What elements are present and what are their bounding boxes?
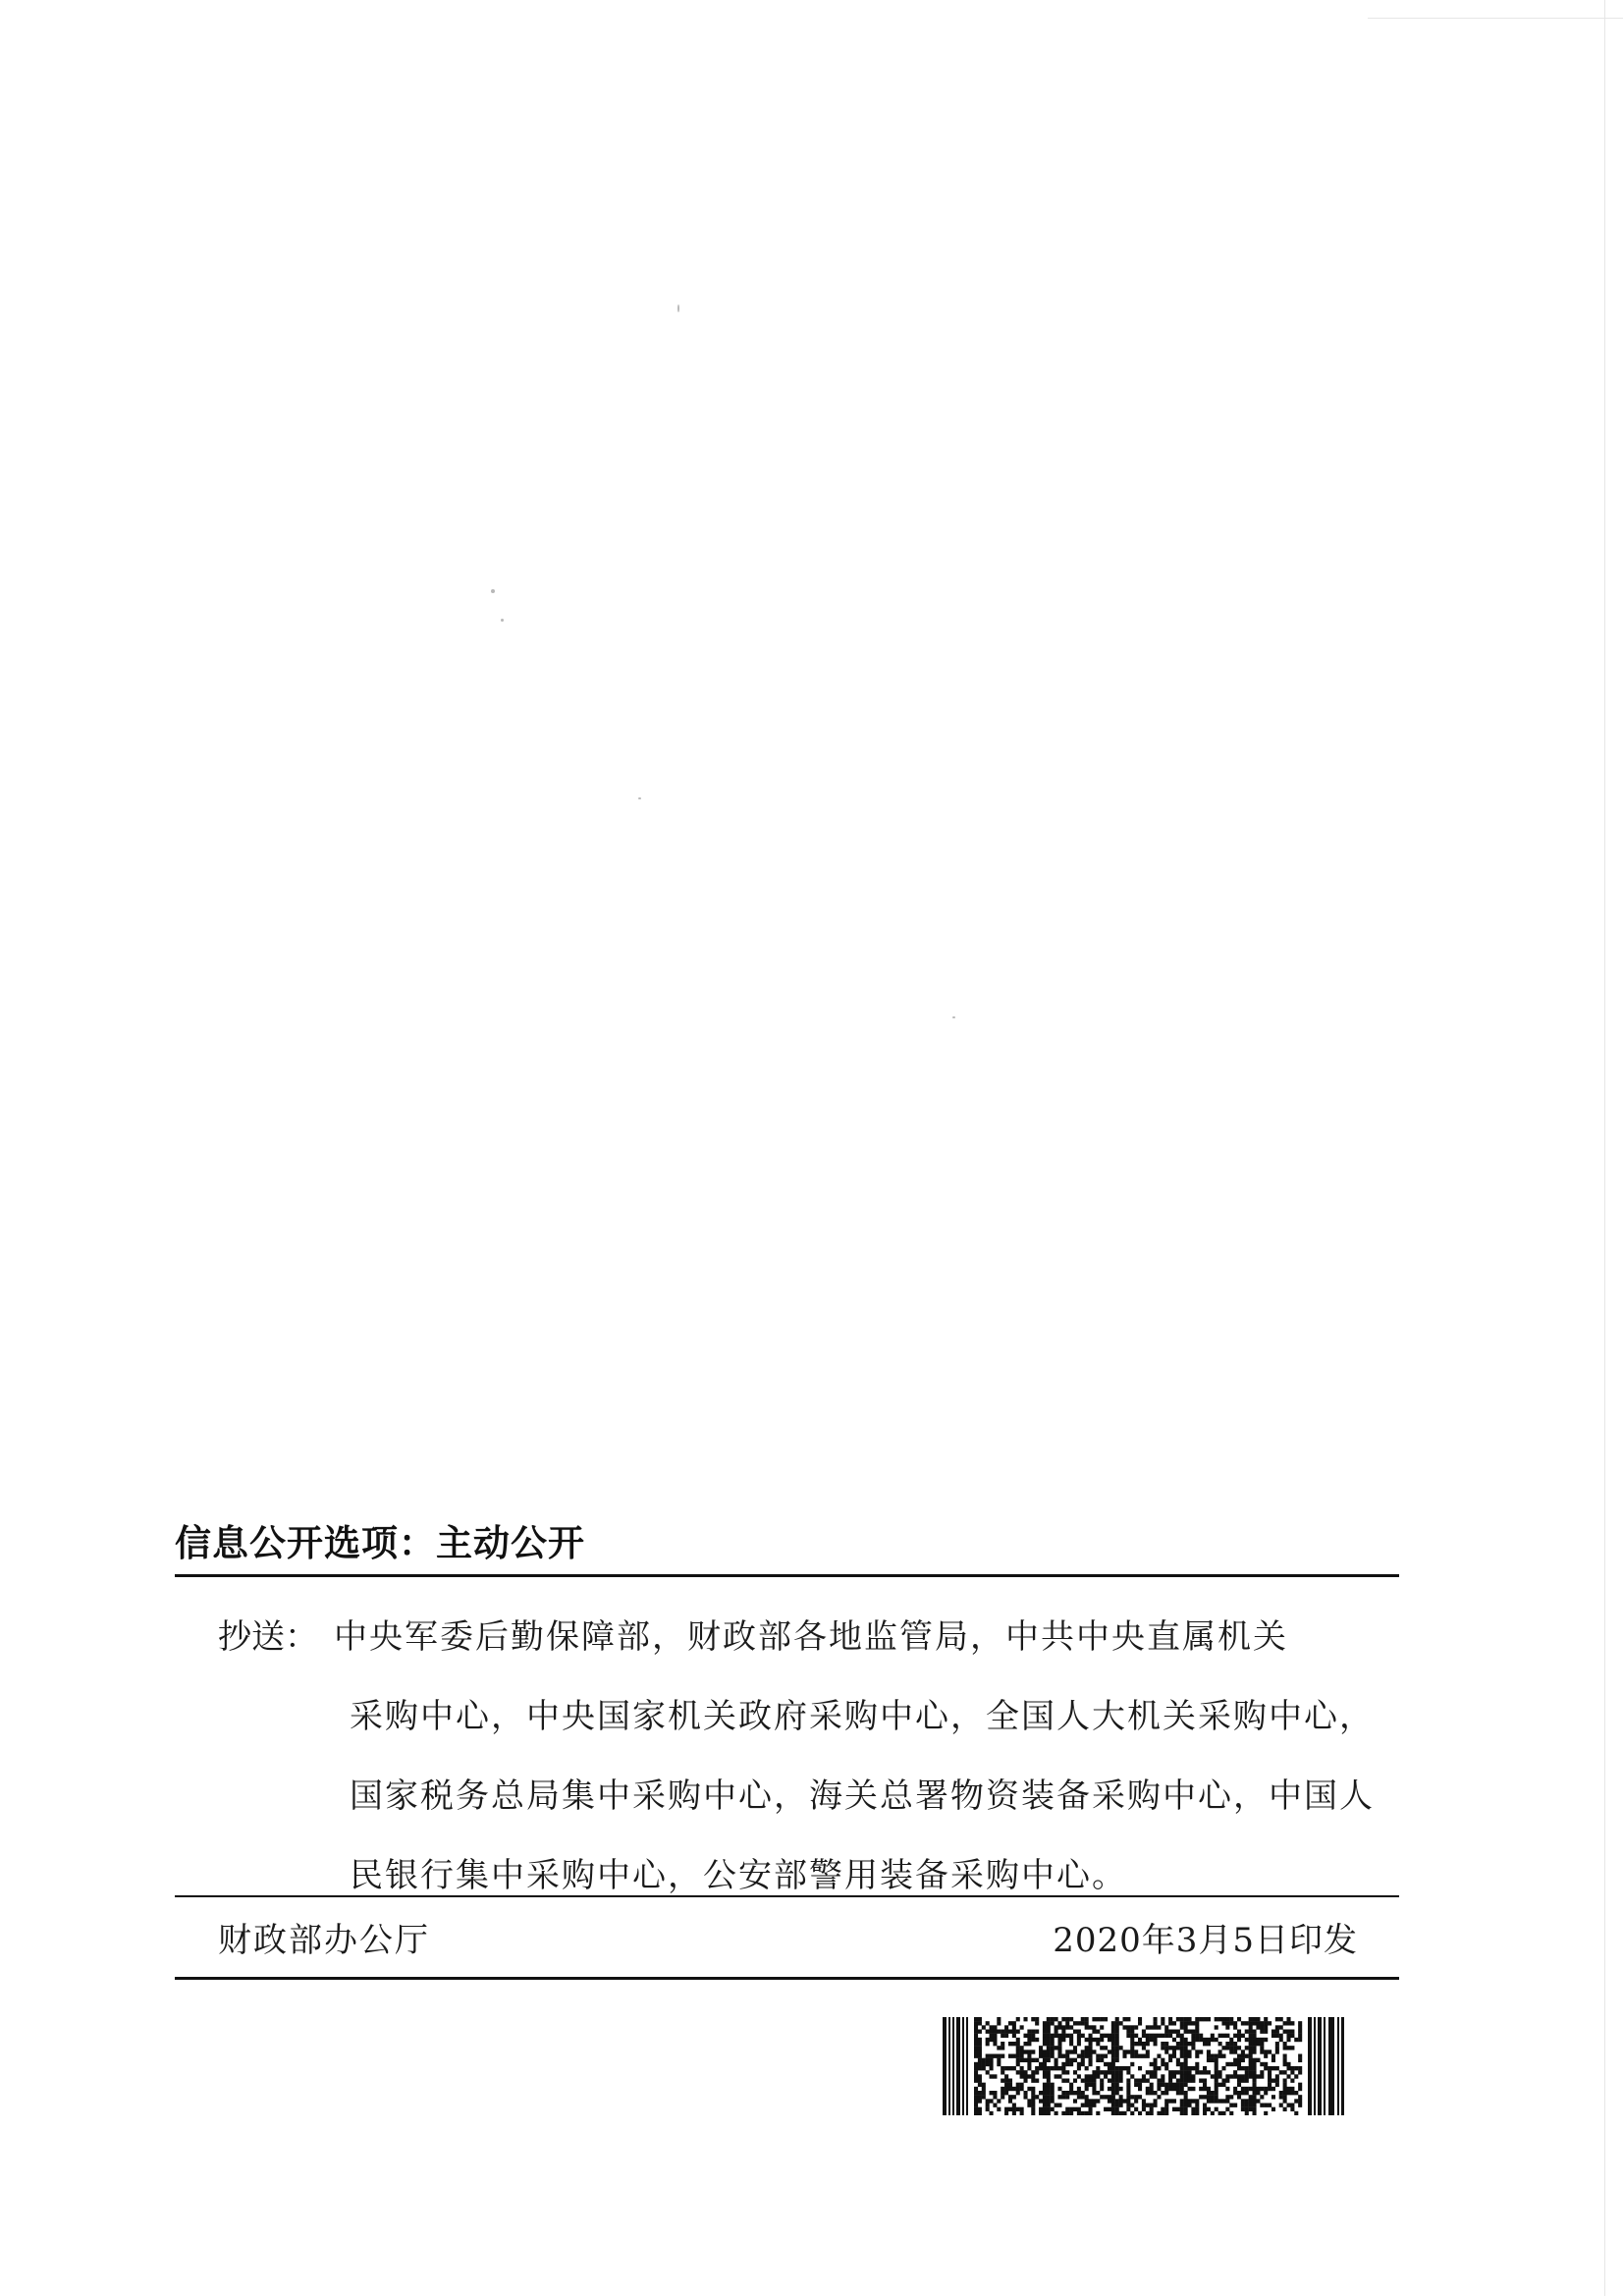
scan-edge-line-top (1368, 18, 1623, 19)
scan-edge-line (1604, 0, 1605, 2296)
footer-bottom-rule (175, 1977, 1399, 1980)
disclosure-option: 信息公开选项：主动公开 (175, 1522, 585, 1564)
cc-label: 抄送： (218, 1617, 318, 1657)
scan-speck (952, 1016, 955, 1018)
barcode-start-pattern (943, 2017, 968, 2115)
barcode-data-area (974, 2017, 1302, 2115)
scan-speck (491, 589, 495, 593)
barcode-stop-pattern (1308, 2017, 1344, 2115)
scan-speck (638, 797, 641, 799)
scan-speck (677, 304, 679, 312)
cc-recipients-rest: 采购中心，中央国家机关政府采购中心，全国人大机关采购中心，国家税务总局集中采购中心，海关总署物资装备采购中心，中国人民银行集中采购中心，公安部警用装备采购中心。 (350, 1697, 1375, 1895)
scan-speck (501, 619, 504, 622)
document-barcode (943, 2017, 1345, 2115)
footer-top-rule (175, 1895, 1399, 1897)
issuing-office: 财政部办公厅 (218, 1921, 430, 1960)
cc-block (218, 1598, 1381, 1916)
issue-date: 2020年3月5日印发 (1053, 1921, 1358, 1960)
cc-recipients-first-line: 中央军委后勤保障部，财政部各地监管局，中共中央直属机关 (334, 1617, 1288, 1657)
cc-top-rule (175, 1574, 1399, 1577)
